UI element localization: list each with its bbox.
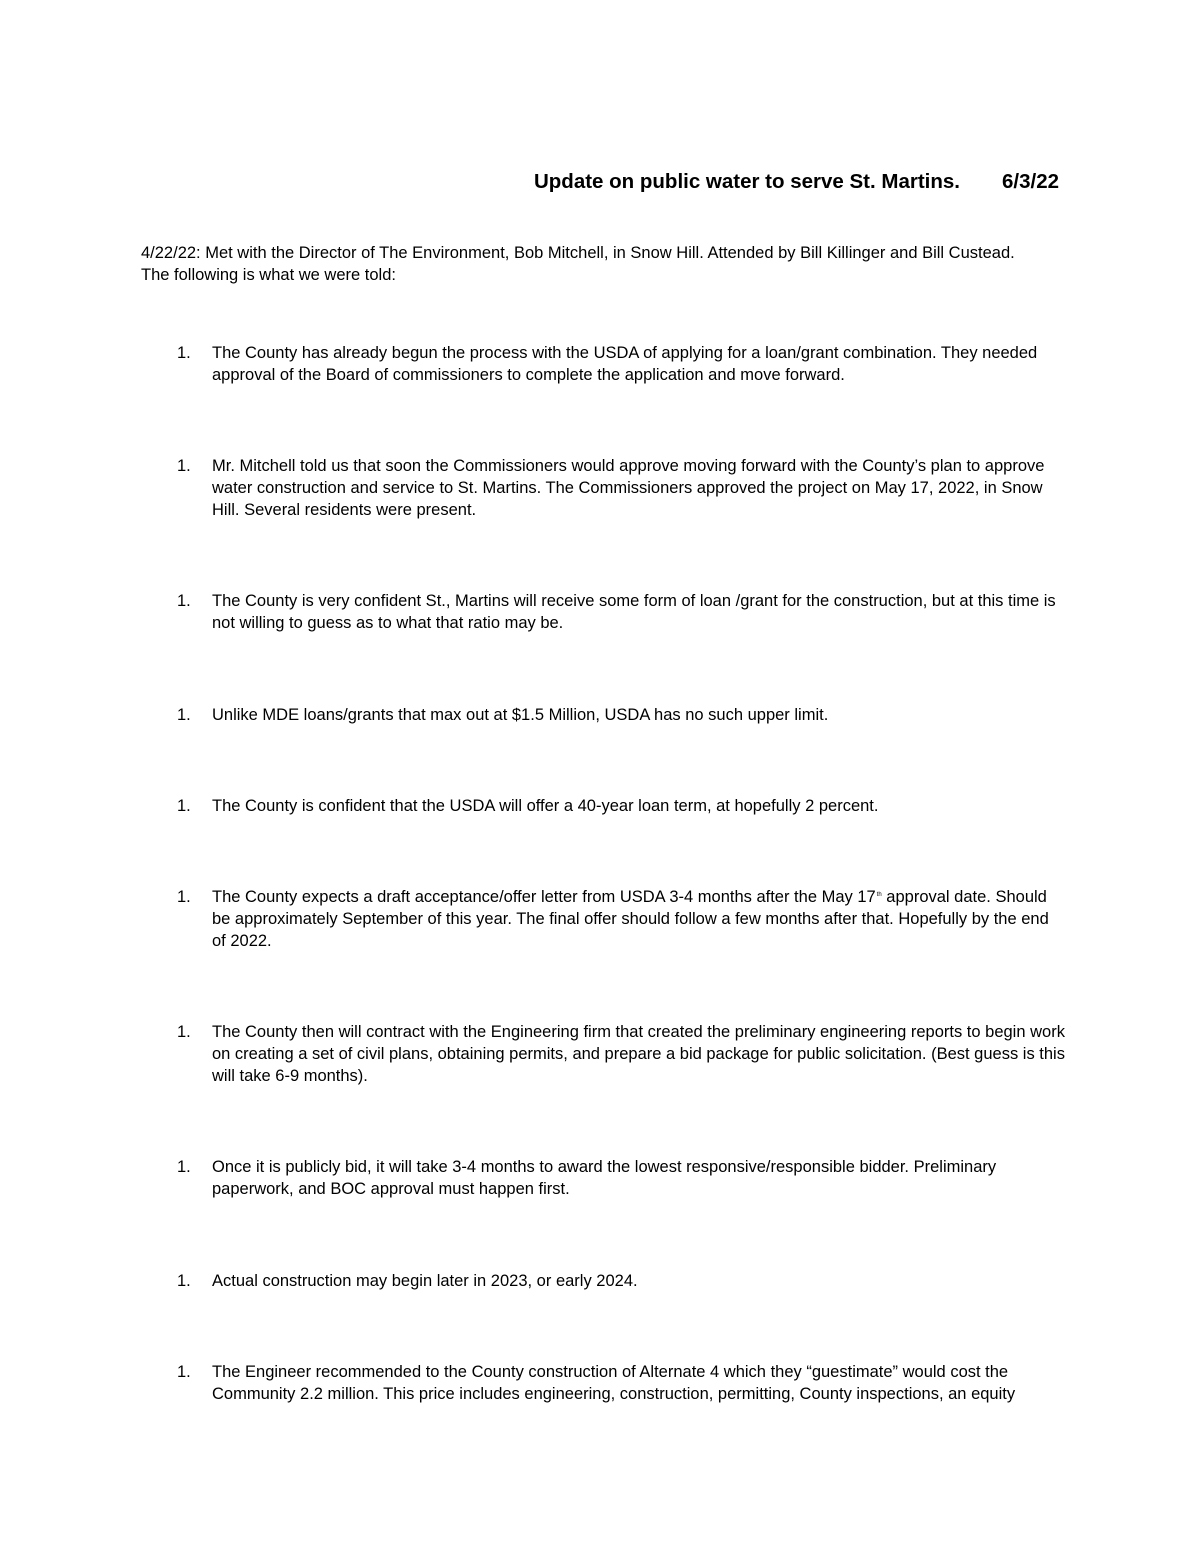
- list-item-text: The County then will contract with the Engineering firm that created the preliminary engineering reports to begin work on creating a set of civil plans, obtaining permits, and prepare a bid package for public solicitation. (Best guess is this will take 6-9 months).: [212, 1023, 1065, 1085]
- list-item: [177, 1270, 1067, 1292]
- intro-paragraph: [141, 242, 1071, 286]
- list-item: [177, 704, 1067, 726]
- list-item-number: 1.: [177, 706, 191, 724]
- list-item-number: 1.: [177, 592, 191, 610]
- list-item-text: The County is confident that the USDA will offer a 40-year loan term, at hopefully 2 percent.: [212, 797, 879, 815]
- intro-line-2: The following is what we were told:: [141, 266, 396, 284]
- list-item-number: 1.: [177, 1158, 191, 1176]
- ordinal-superscript: th: [876, 892, 882, 898]
- document-date: 6/3/22: [1002, 170, 1059, 193]
- list-item: [177, 342, 1067, 386]
- list-item-text: [212, 886, 1067, 952]
- list-item-number: 1.: [177, 1272, 191, 1290]
- list-item: [177, 1156, 1067, 1200]
- list-item-text: Actual construction may begin later in 2023, or early 2024.: [212, 1272, 638, 1290]
- list-item-text: The County is very confident St., Martins will receive some form of loan /grant for the construction, but at this time is not willing to guess as to what that ratio may be.: [212, 592, 1056, 632]
- list-item-text: The County has already begun the process with the USDA of applying for a loan/grant combination. They needed approval of the Board of commissioners to complete the application and move forward.: [212, 344, 1038, 384]
- list-item: [177, 590, 1067, 634]
- list-item-number: 1.: [177, 797, 191, 815]
- list-item-text: The Engineer recommended to the County construction of Alternate 4 which they “guestimate” would cost the Community 2.2 million. This price includes engineering, construction, permitting, County inspections, an equity: [212, 1363, 1016, 1403]
- document-title: Update on public water to serve St. Martins.: [533, 170, 960, 193]
- list-item-text-part: The County expects a draft acceptance/offer letter from USDA 3-4 months after the May 17: [212, 888, 876, 906]
- list-item: [177, 455, 1067, 521]
- list-item: [177, 886, 1067, 952]
- list-item-text: Mr. Mitchell told us that soon the Commissioners would approve moving forward with the County’s plan to approve water construction and service to St. Martins. The Commissioners approved the project on May 17, 2022, in Snow Hill. Several residents were present.: [212, 457, 1045, 519]
- list-item-number: 1.: [177, 888, 191, 906]
- list-item: [177, 1361, 1067, 1405]
- list-item-number: 1.: [177, 1363, 191, 1381]
- list-item-text-part: approval date. Should be approximately September of this year. The final offer should follow a few months after that. Hopefully by the end of 2022.: [212, 888, 1049, 950]
- list-item-text: Unlike MDE loans/grants that max out at $1.5 Million, USDA has no such upper limit.: [212, 706, 829, 724]
- list-item-number: 1.: [177, 1023, 191, 1041]
- list-item-number: 1.: [177, 457, 191, 475]
- list-item: [177, 795, 1067, 817]
- list-item-number: 1.: [177, 344, 191, 362]
- list-item-text: Once it is publicly bid, it will take 3-4 months to award the lowest responsive/responsible bidder. Preliminary paperwork, and BOC approval must happen first.: [212, 1158, 997, 1198]
- intro-line-1: 4/22/22: Met with the Director of The Environment, Bob Mitchell, in Snow Hill. Attended by Bill Killinger and Bill Custead.: [141, 244, 1015, 262]
- list-item: [177, 1021, 1067, 1087]
- document-header: [0, 168, 1059, 196]
